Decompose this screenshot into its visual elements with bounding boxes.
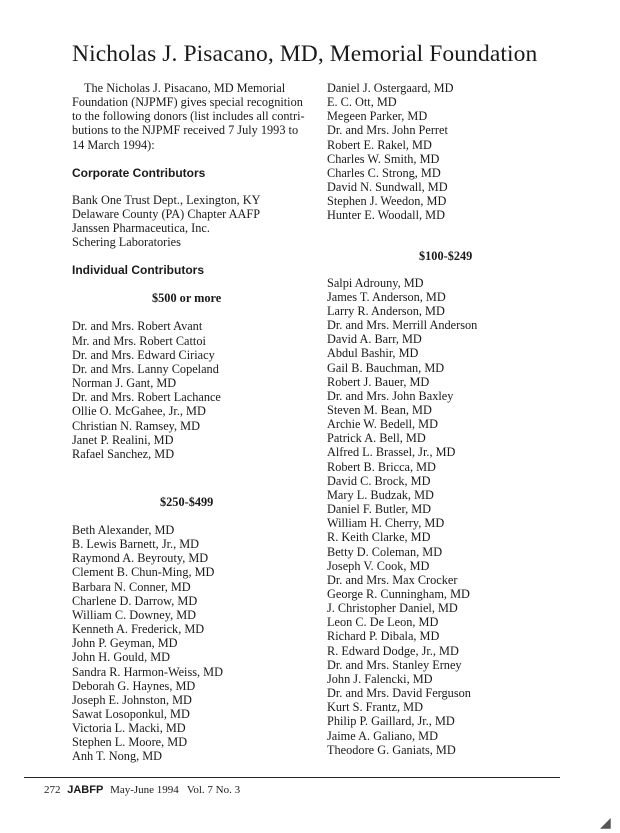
donor-name: Theodore G. Ganiats, MD [327,742,456,757]
donor-name: Sandra R. Harmon-Weiss, MD [72,664,223,679]
donor-name: Charles W. Smith, MD [327,151,440,166]
donor-name: Mary L. Budzak, MD [327,487,434,502]
intro-line: Foundation (NJPMF) gives special recognition [72,95,303,110]
donor-name: Dr. and Mrs. Merrill Anderson [327,318,478,333]
donor-name: Hunter E. Woodall, MD [327,208,445,223]
donor-name: Dr. and Mrs. Max Crocker [327,572,458,587]
donor-name: Salpi Adrouny, MD [327,275,424,290]
tier-250-list [72,523,312,764]
tier-100-heading: $100-$249 [419,248,473,263]
journal-name: JABFP [67,784,104,796]
tier-250-continued-list [327,81,587,223]
intro-line: The Nicholas J. Pisacano, MD Memorial [84,81,286,95]
donor-name: John P. Geyman, MD [72,636,178,651]
donor-name: Anh T. Nong, MD [72,749,163,764]
donor-name: Victoria L. Macki, MD [72,721,186,736]
donor-name: Janet P. Realini, MD [72,432,174,447]
donor-name: R. Edward Dodge, Jr., MD [327,643,459,658]
article-title: Nicholas J. Pisacano, MD, Memorial Foundation [72,41,538,67]
donor-name: Daniel J. Ostergaard, MD [327,81,454,95]
donor-name: Stephen J. Weedon, MD [327,194,447,209]
donor-name: Leon C. De Leon, MD [327,615,439,630]
donor-name: Megeen Parker, MD [327,109,428,124]
donor-name: R. Keith Clarke, MD [327,530,431,545]
donor-name: Philip P. Gaillard, Jr., MD [327,714,455,729]
footer-divider [24,777,560,778]
donor-name: Deborah G. Haynes, MD [72,678,196,693]
donor-name: John H. Gould, MD [72,650,171,665]
page-footer [44,784,240,797]
donor-name: Dr. and Mrs. John Baxley [327,388,454,403]
corporate-list [72,193,312,250]
donor-name: Charlene D. Darrow, MD [72,593,198,608]
donor-name: Patrick A. Bell, MD [327,431,426,446]
corner-crop-mark: ◢ [600,816,611,831]
donor-name: William C. Downey, MD [72,607,197,622]
donor-name: Dr. and Mrs. David Ferguson [327,686,471,701]
right-column [327,81,587,757]
donor-name: Abdul Bashir, MD [327,346,419,361]
donor-name: Kenneth A. Frederick, MD [72,622,205,637]
donor-name: Schering Laboratories [72,235,181,250]
tier-100-list [327,276,587,757]
donor-name: Christian N. Ramsey, MD [72,418,200,433]
donor-name: James T. Anderson, MD [327,289,446,304]
left-column [72,81,312,764]
donor-name: Joseph E. Johnston, MD [72,692,192,707]
donor-name: Sawat Losoponkul, MD [72,707,190,721]
donor-name: Alfred L. Brassel, Jr., MD [327,445,456,460]
donor-name: Jaime A. Galiano, MD [327,728,438,743]
donor-name: Charles C. Strong, MD [327,165,441,180]
donor-name: Gail B. Bauchman, MD [327,360,445,375]
donor-name: J. Christopher Daniel, MD [327,601,458,616]
donor-name: Stephen L. Moore, MD [72,735,188,750]
donor-name: Dr. and Mrs. Stanley Erney [327,657,462,672]
donor-name: Steven M. Bean, MD [327,402,432,417]
donor-name: Betty D. Coleman, MD [327,544,443,559]
donor-name: Dr. and Mrs. Edward Ciriacy [72,347,215,362]
tier-500-heading: $500 or more [152,291,222,306]
intro-line: butions to the NJPMF received 7 July 1993 to [72,123,299,138]
intro-line: to the following donors (list includes all contri- [72,109,305,124]
donor-name: Norman J. Gant, MD [72,376,177,391]
page-number: 272 [44,784,61,796]
donor-name: Dr. and Mrs. Lanny Copeland [72,361,219,376]
intro-paragraph [72,81,312,152]
donor-name: Joseph V. Cook, MD [327,558,430,573]
donor-name: Archie W. Bedell, MD [327,417,438,432]
donor-name: E. C. Ott, MD [327,95,397,110]
donor-name: Delaware County (PA) Chapter AAFP [72,206,261,221]
donor-name: Dr. and Mrs. Robert Avant [72,319,203,334]
donor-name: Richard P. Dibala, MD [327,629,440,644]
donor-name: Ollie O. McGahee, Jr., MD [72,404,206,419]
donor-name: Clement B. Chun-Ming, MD [72,565,215,580]
donor-name: Dr. and Mrs. John Perret [327,123,448,138]
donor-name: Robert J. Bauer, MD [327,374,430,389]
donor-name: George R. Cunningham, MD [327,587,470,601]
donor-name: William H. Cherry, MD [327,516,445,531]
donor-name: Daniel F. Butler, MD [327,502,432,517]
donor-name: David N. Sundwall, MD [327,180,448,195]
donor-name: Beth Alexander, MD [72,522,175,537]
tier-500-list [72,319,312,461]
issue-info: May-June 1994 Vol. 7 No. 3 [110,784,241,796]
donor-name: Mr. and Mrs. Robert Cattoi [72,333,206,348]
donor-name: Bank One Trust Dept., Lexington, KY [72,192,261,207]
donor-name: David A. Barr, MD [327,332,422,347]
donor-name: Barbara N. Conner, MD [72,579,191,594]
donor-name: Raymond A. Beyrouty, MD [72,551,209,566]
donor-name: John J. Falencki, MD [327,671,433,686]
tier-250-heading: $250-$499 [160,494,214,509]
donor-name: Rafael Sanchez, MD [72,446,175,461]
donor-name: David C. Brock, MD [327,473,431,488]
donor-name: Janssen Pharmaceutica, Inc. [72,221,210,236]
donor-name: Kurt S. Frantz, MD [327,700,423,715]
donor-name: Dr. and Mrs. Robert Lachance [72,390,221,405]
donor-name: Robert B. Bricca, MD [327,459,436,474]
intro-line: 14 March 1994): [72,137,155,152]
donor-name: B. Lewis Barnett, Jr., MD [72,537,200,552]
donor-name: Robert E. Rakel, MD [327,137,432,152]
donor-name: Larry R. Anderson, MD [327,303,445,318]
corporate-heading: Corporate Contributors [72,165,206,180]
individual-heading: Individual Contributors [72,263,204,278]
